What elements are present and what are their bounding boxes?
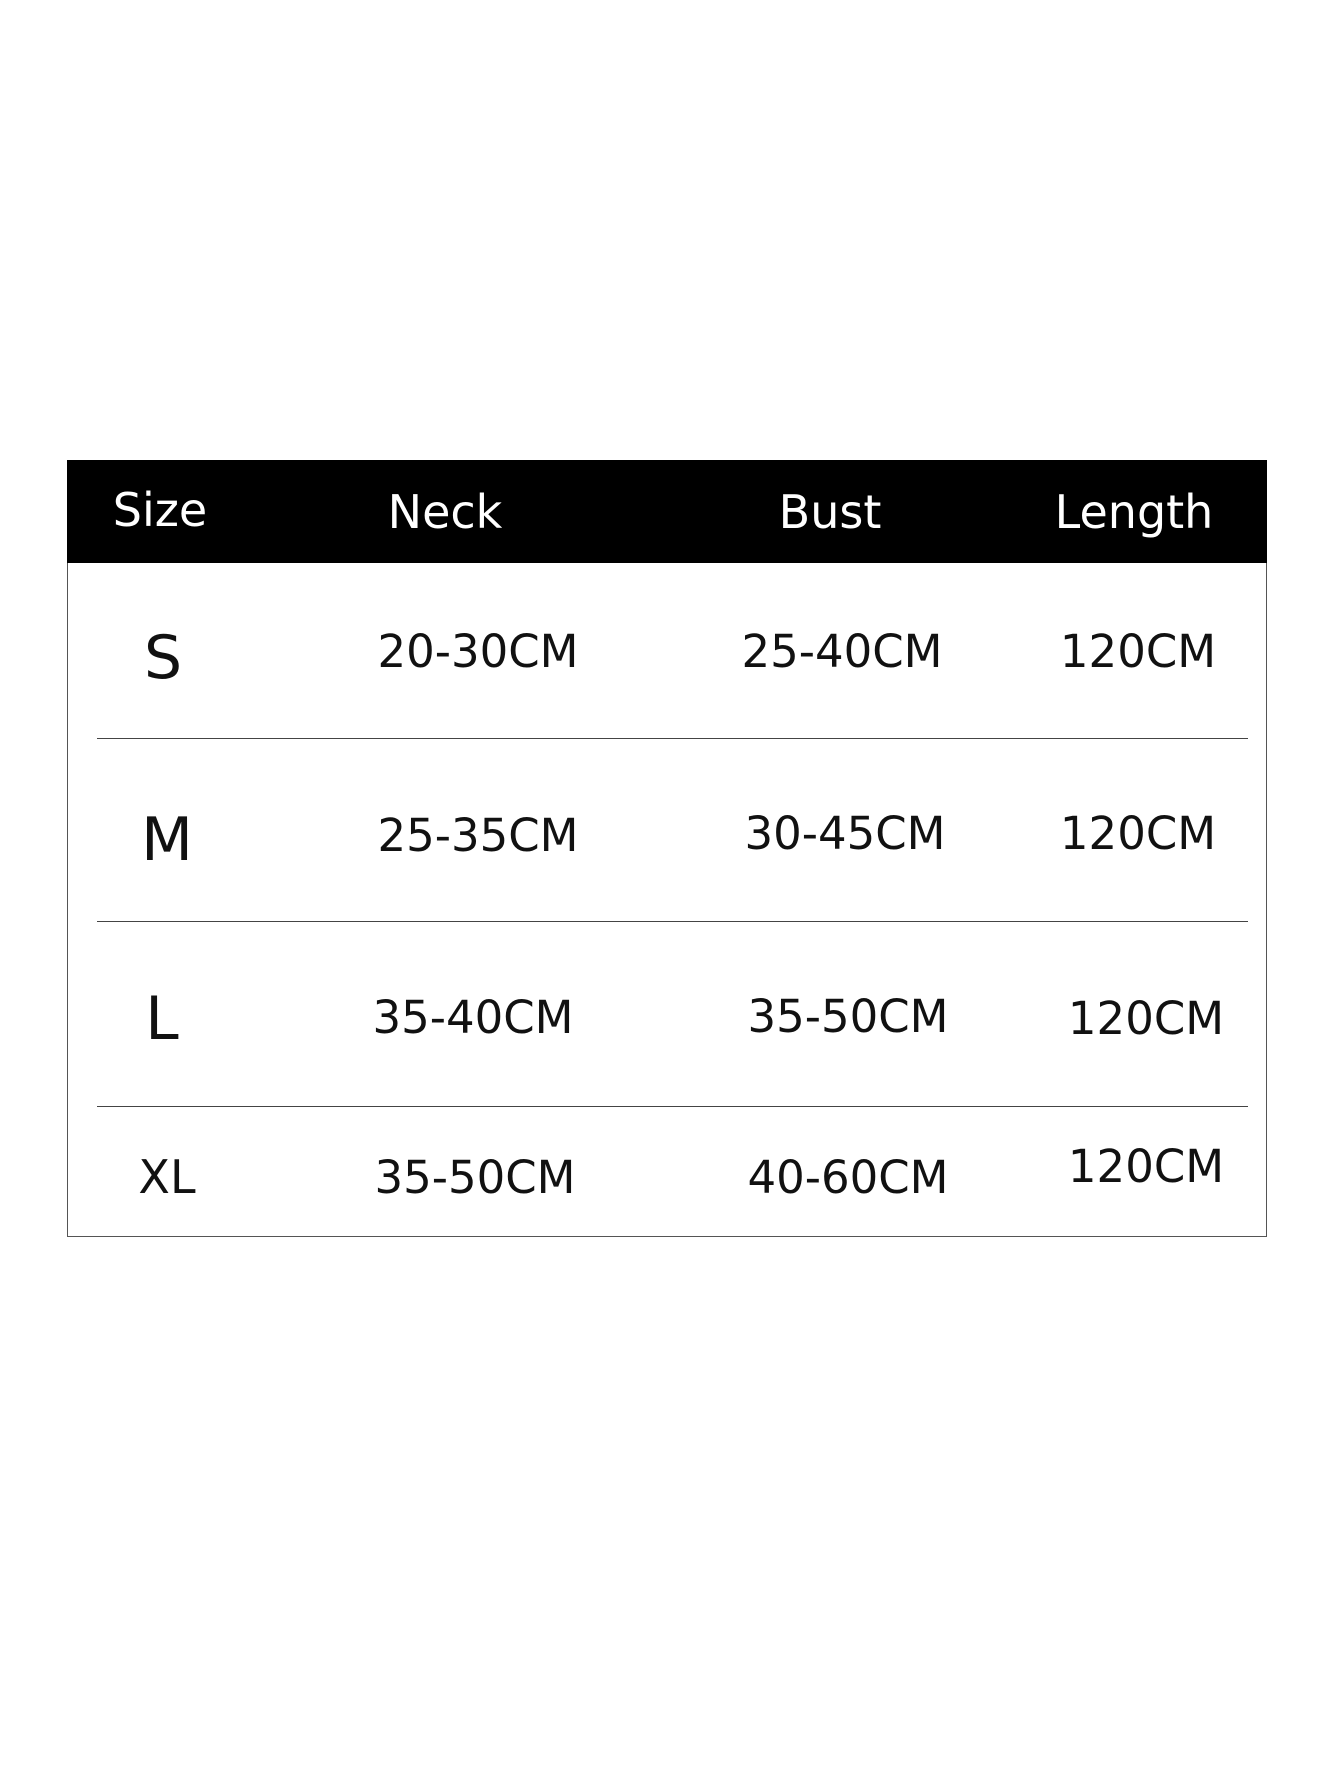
row-s-bust: 25-40CM: [741, 625, 943, 678]
row-l-size: L: [145, 984, 179, 1054]
header-bust: Bust: [778, 485, 882, 539]
table-header: [67, 460, 1267, 563]
row-s-size: S: [143, 623, 183, 693]
row-m-length: 120CM: [1059, 807, 1217, 860]
size-chart-table: [67, 460, 1267, 1237]
row-xl-neck: 35-50CM: [374, 1151, 576, 1204]
header-size: Size: [112, 483, 208, 537]
row-s-length: 120CM: [1059, 625, 1217, 678]
row-m-neck: 25-35CM: [377, 809, 579, 862]
row-m-size: M: [141, 805, 193, 875]
row-xl-length: 120CM: [1067, 1140, 1225, 1193]
row-s-neck: 20-30CM: [377, 625, 579, 678]
header-length: Length: [1054, 485, 1214, 539]
row-l-bust: 35-50CM: [747, 990, 949, 1043]
row-l-neck: 35-40CM: [372, 991, 574, 1044]
row-divider: [97, 921, 1248, 922]
row-m-bust: 30-45CM: [744, 807, 946, 860]
row-xl-bust: 40-60CM: [747, 1151, 949, 1204]
row-divider: [97, 738, 1248, 739]
row-divider: [97, 1106, 1248, 1107]
row-xl-size: XL: [138, 1150, 196, 1204]
row-l-length: 120CM: [1067, 992, 1225, 1045]
header-neck: Neck: [387, 485, 503, 539]
